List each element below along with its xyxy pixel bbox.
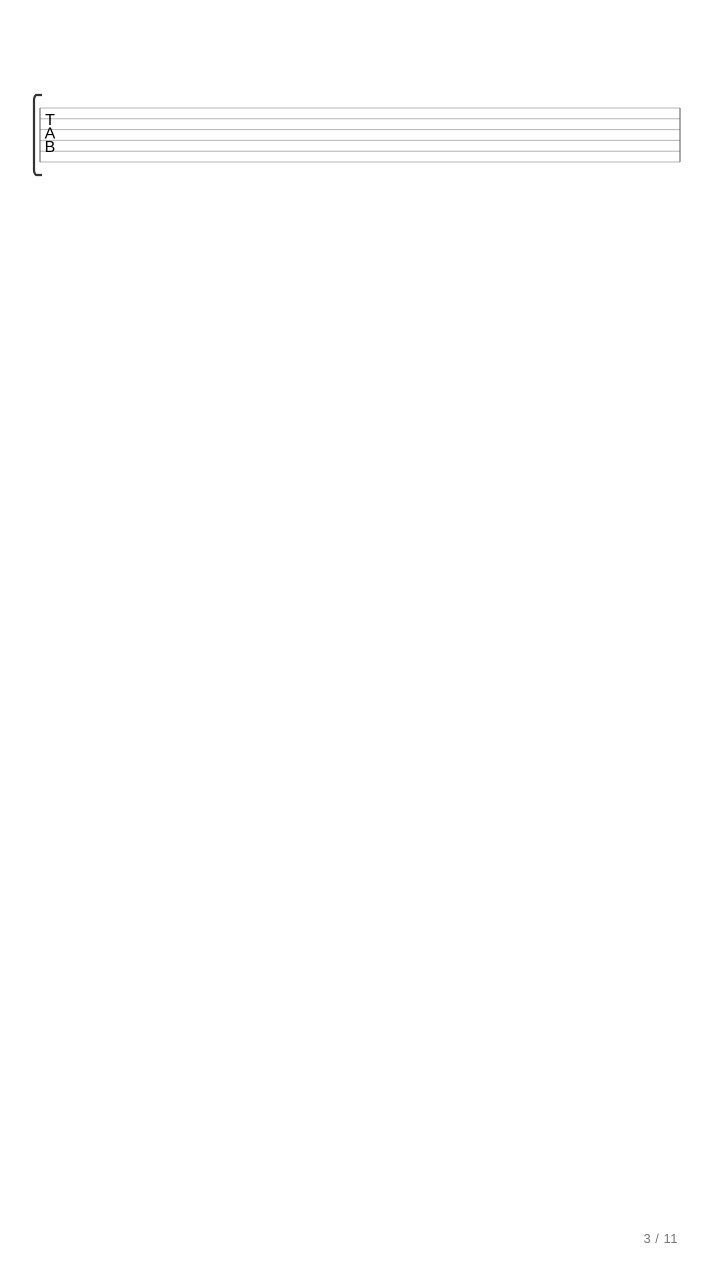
tab-clef-letter: T (45, 112, 55, 129)
tab-clef-letter: A (44, 125, 56, 143)
system-22 (34, 95, 680, 175)
system-bracket (34, 95, 42, 175)
tab-clef-letter: B (44, 139, 56, 156)
page-number: 3 / 11 (643, 1231, 678, 1246)
